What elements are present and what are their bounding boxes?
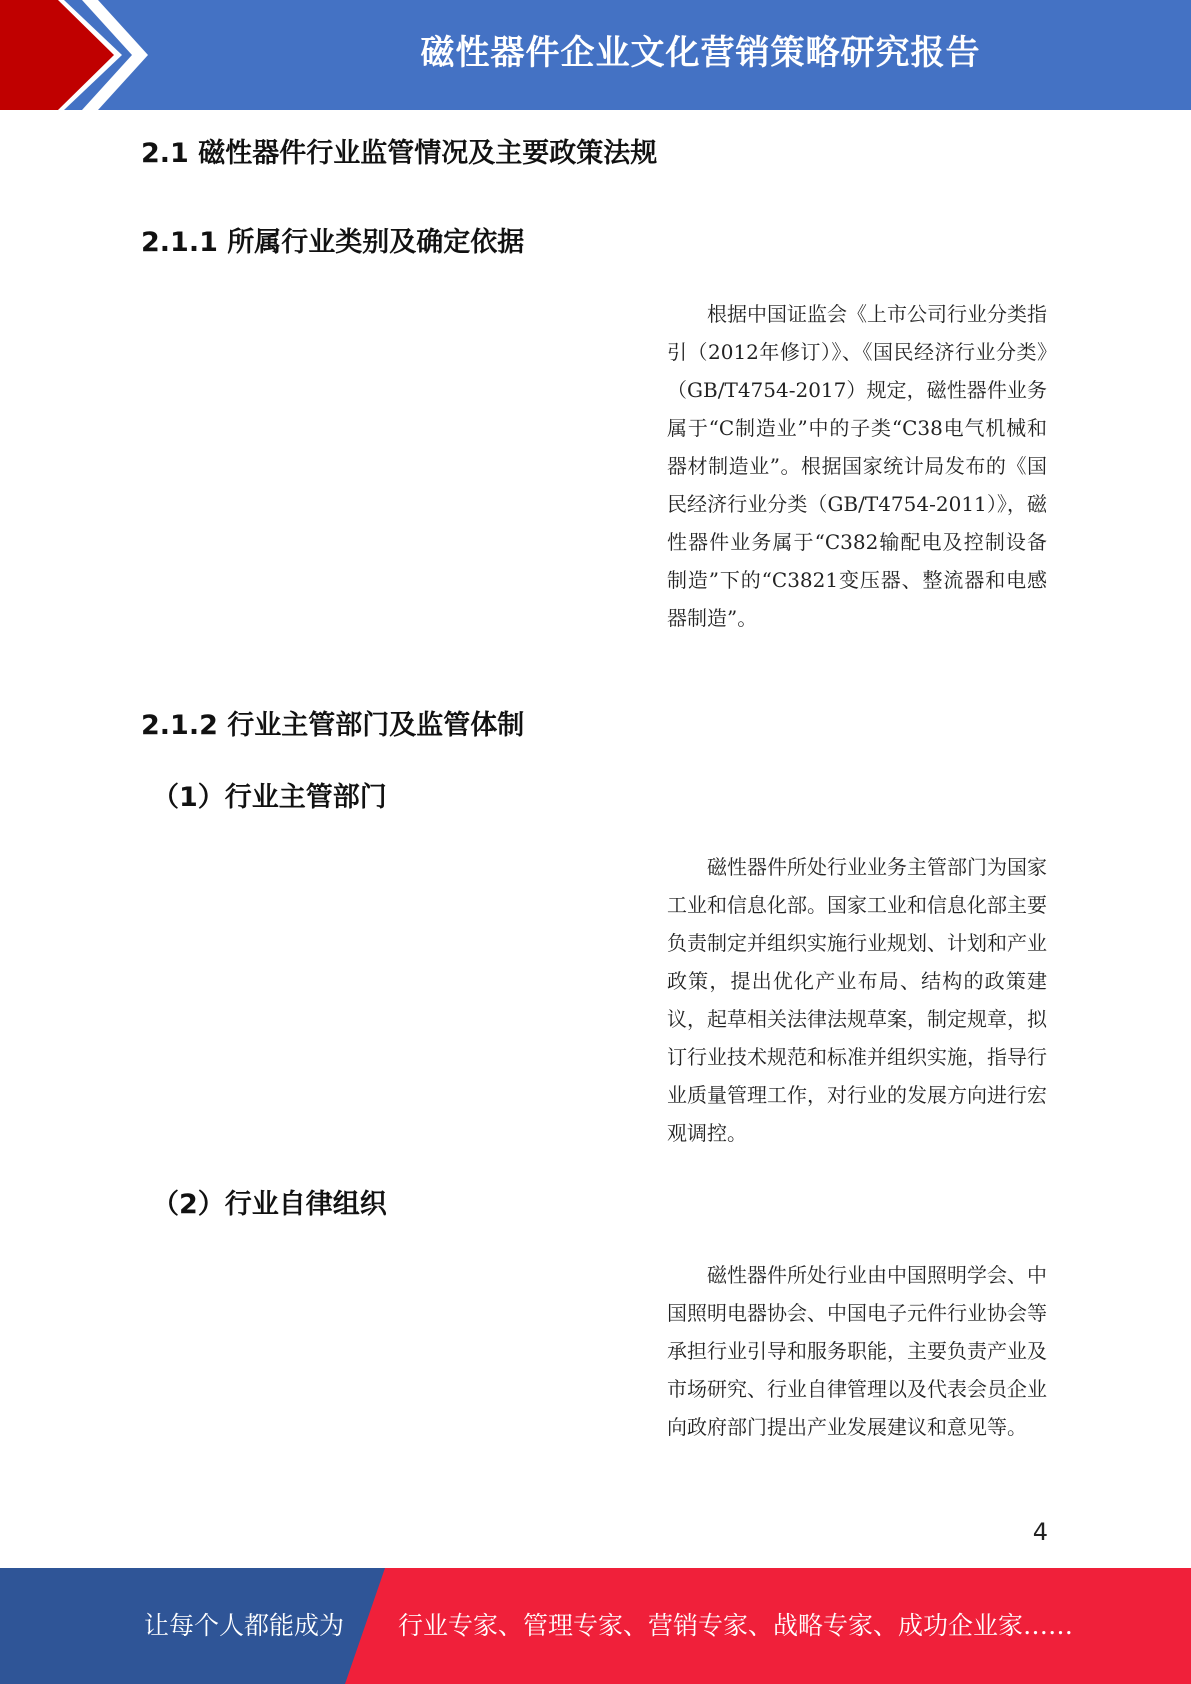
subheading-authority: （1）行业主管部门	[152, 782, 387, 813]
footer-slogan-right: 行业专家、管理专家、营销专家、战略专家、成功企业家……	[398, 1611, 1074, 1640]
page-number: 4	[1032, 1518, 1048, 1546]
header-arrow-icon	[0, 0, 160, 110]
footer-banner	[0, 1568, 1191, 1684]
header-banner	[0, 0, 1191, 110]
section-heading-2-1-1: 2.1.1 所属行业类别及确定依据	[141, 227, 525, 258]
paragraph-authority: 磁性器件所处行业业务主管部门为国家工业和信息化部。国家工业和信息化部主要负责制定并组织实施行业规划、计划和产业政策，提出优化产业布局、结构的政策建议，起草相关法律法规草案，制定规章，拟订行业技术规范和标准并组织实施，指导行业质量管理工作，对行业的发展方向进行宏观调控。	[667, 855, 1047, 1145]
footer-slogan-left: 让每个人都能成为	[144, 1611, 345, 1640]
subheading-self-regulation: （2）行业自律组织	[152, 1189, 387, 1220]
section-heading-2-1-2: 2.1.2 行业主管部门及监管体制	[141, 710, 525, 741]
paragraph-industry-classification: 根据中国证监会《上市公司行业分类指引（2012年修订）》、《国民经济行业分类》（GB/T4754-2017）规定，磁性器件业务属于“C制造业”中的子类“C38电气机械和器材制造业”。根据国家统计局发布的《国民经济行业分类（GB/T4754-2011）》，磁性器件业务属于“C382输配电及控制设备制造”下的“C3821变压器、整流器和电感器制造”。	[667, 302, 1047, 630]
report-title: 磁性器件企业文化营销策略研究报告	[420, 33, 981, 73]
section-heading-2-1: 2.1 磁性器件行业监管情况及主要政策法规	[141, 138, 658, 169]
paragraph-self-regulation: 磁性器件所处行业由中国照明学会、中国照明电器协会、中国电子元件行业协会等承担行业引导和服务职能，主要负责产业及市场研究、行业自律管理以及代表会员企业向政府部门提出产业发展建议和意见等。	[667, 1263, 1047, 1439]
